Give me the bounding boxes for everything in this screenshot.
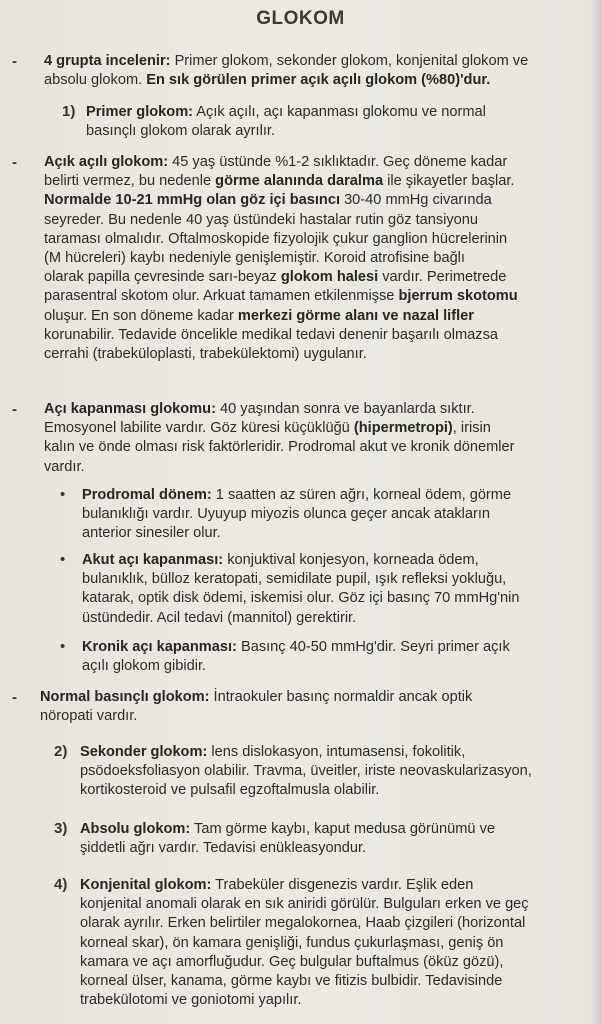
- paragraph-akut-aci-kapanmasi: Akut açı kapanması: konjuktival konjesyon, korneada ödem, bulanıklık, bülloz keratopati, semidilate pupil, ışık refleksi yokluğu, katarak, optik disk ödemi, iskemisi olur. Göz içi basınç 70 mmHg'nin üstündedir. Acil tedavi (mannitol) gerektirir.: [82, 552, 520, 626]
- item-number: 4): [54, 876, 68, 893]
- paragraph-absolu-glokom: Absolu glokom: Tam görme kaybı, kaput medusa görünümü ve şiddetli ağrı vardır. Tedavisi enükleasyondur.: [80, 821, 496, 857]
- groups-lead: 4 grupta incelenir:: [44, 53, 171, 69]
- item-number: 2): [54, 743, 68, 760]
- dash-marker: -: [12, 53, 17, 70]
- paragraph-normal-basincli: Normal basınçlı glokom: İntraokuler basınç normaldir ancak optik nöropati vardır.: [40, 689, 473, 725]
- page-title: GLOKOM: [256, 8, 345, 29]
- bullet-dot: •: [60, 638, 66, 655]
- page-spine-shadow: [591, 0, 601, 1024]
- paragraph-primer-glokom: Primer glokom: Açık açılı, açı kapanması glokomu ve normal basınçlı glokom olarak ayrılır.: [86, 104, 486, 140]
- paragraph-aci-kapanmasi: Açı kapanması glokomu: 40 yaşından sonra ve bayanlarda sıktır. Emosyonel labilite vardır. Göz küresi küçüklüğü (hipermetropi), irisin kalın ve önde olması risk faktörleridir. Prodromal akut ve kronik dönemler vardır.: [44, 401, 515, 475]
- dash-marker: -: [12, 154, 17, 171]
- paragraph-groups: 4 grupta incelenir: Primer glokom, sekonder glokom, konjenital glokom ve absolu glokom. En sık görülen primer açık açılı glokom (%80)'dur.: [44, 53, 529, 89]
- dash-marker: -: [12, 401, 17, 418]
- paragraph-konjenital-glokom: Konjenital glokom: Trabeküler disgenezis vardır. Eşlik eden konjenital anomali olarak en sık aniridi görülür. Bulguları erken ve geç olarak ayrılır. Erken belirtiler megalokornea, Haab çizgileri (horizontal korneal skar), ön kamara genişliği, fundus çukurlaşması, geniş ön kamara ve açı amorfluğudur. Geç bulgular buftalmus (öküz gözü), korneal ülser, kanama, görme kaybı ve fitizis bulbidir. Tedavisinde trabekülotomi ve goniotomi yapılır.: [80, 877, 529, 1009]
- paragraph-kronik-aci-kapanmasi: Kronik açı kapanması: Basınç 40-50 mmHg'dir. Seyri primer açık açılı glokom gibidir.: [82, 639, 510, 675]
- dash-marker: -: [12, 689, 17, 706]
- item-number: 3): [54, 820, 68, 837]
- item-number: 1): [62, 103, 76, 120]
- bullet-dot: •: [60, 551, 66, 568]
- paragraph-prodromal-donem: Prodromal dönem: 1 saatten az süren ağrı, korneal ödem, görme bulanıklığı vardır. Uyuyup miyozis olunca geçer ancak atakların anterior sinesiler olur.: [82, 487, 512, 542]
- paragraph-acik-acili-glokom: Açık açılı glokom: 45 yaş üstünde %1-2 sıklıktadır. Geç döneme kadar belirti vermez, bu nedenle görme alanında daralma ile şikayetler başlar. Normalde 10-21 mmHg olan göz içi basıncı 30-40 mmHg civarında seyreder. Bu nedenle 40 yaş üstündeki hastalar rutin göz tansiyonu taraması olmalıdır. Oftalmoskopide fizyolojik çukur ganglion hücrelerinin (M hücreleri) kaybı nedeniyle genişlemiştir. Koroid atrofisine bağlı olarak papilla çevresinde sarı-beyaz glokom halesi vardır. Perimetrede parasentral skotom olur. Arkuat tamamen etkilenmişse bjerrum skotomu oluşur. En son döneme kadar merkezi görme alanı ve nazal lifler korunabilir. Tedavide öncelikle medikal tedavi denenir başarılı olmazsa cerrahi (trabeküloplasti, trabekülektomi) uygulanır.: [44, 154, 518, 363]
- paragraph-sekonder-glokom: Sekonder glokom: lens dislokasyon, intumasensi, fokolitik, psödoeksfoliasyon olabilir. Travma, üveitler, iriste neovaskularizasyon, kortikosteroid ve pulsafil egzoftalmusla olabilir.: [80, 744, 532, 799]
- bullet-dot: •: [60, 486, 66, 503]
